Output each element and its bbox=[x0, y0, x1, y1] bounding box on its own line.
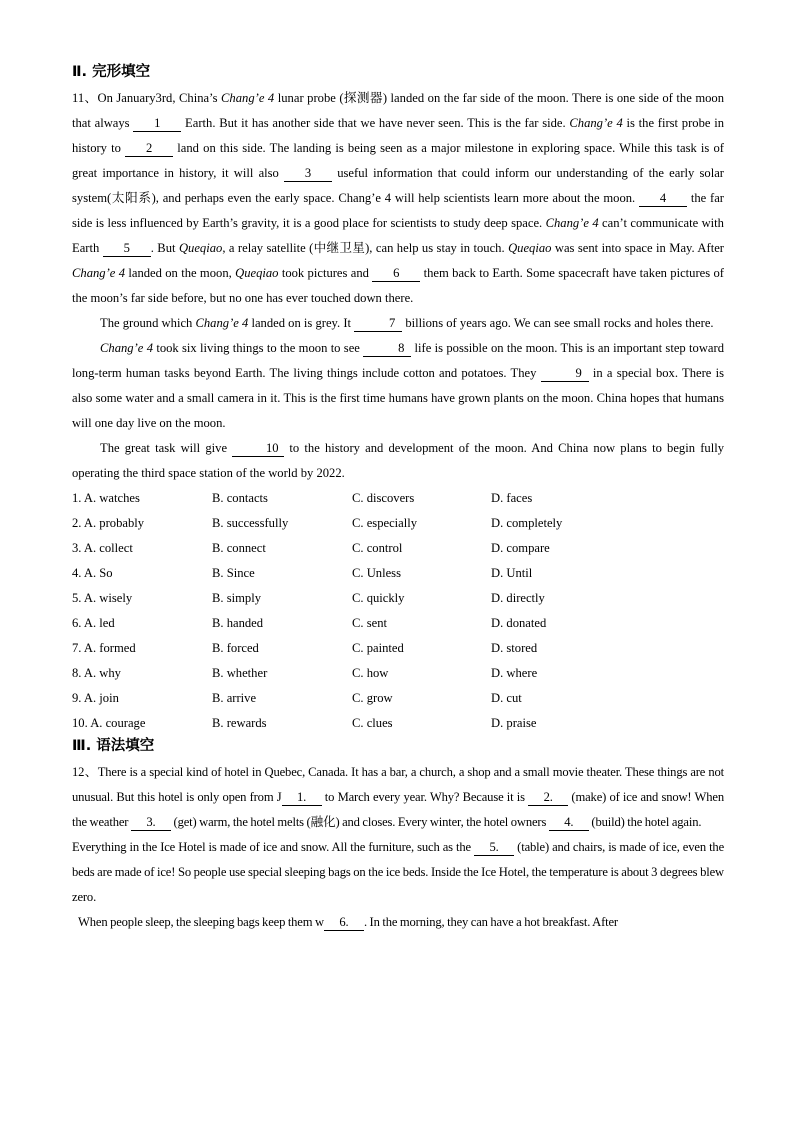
blank-g4: 4. bbox=[549, 814, 589, 831]
option-row: 4. A. So B. Since C. Unless D. Until bbox=[72, 566, 533, 580]
blank-g5: 5. bbox=[474, 839, 514, 856]
section-3-title: Ⅲ. 语法填空 bbox=[72, 738, 155, 754]
worksheet-page bbox=[72, 62, 724, 935]
option-row: 6. A. led B. handed C. sent D. donated bbox=[72, 616, 547, 630]
option-row: 9. A. join B. arrive C. grow D. cut bbox=[72, 691, 522, 705]
section-2-title: Ⅱ. 完形填空 bbox=[72, 64, 151, 80]
option-row: 1. A. watches B. contacts C. discovers D. faces bbox=[72, 491, 533, 505]
option-row: 8. A. why B. whether C. how D. where bbox=[72, 666, 538, 680]
blank-9: 9 bbox=[541, 365, 589, 382]
blank-g6: 6. bbox=[324, 914, 364, 931]
cloze-paragraph-1: 11、On January3rd, China’s Chang’e 4 lunar probe (探测器) landed on the far side of the moon. There is one side of the moon that always 1 Earth. But it has another side that we have never seen. This is the far side. Chang’e 4 is the first probe in history to 2 land on this side. The landing is being seen as a major milestone in exploring space. While this task is of great importance in history, it will also 3 useful information that could inform our understanding of the early solar system(太阳系), and perhaps even the early space. Chang’e 4 will help scientists learn more about the moon. 4 the far side is less influenced by Earth’s gravity, it is a good place for scientists to study deep space. Chang’e 4 can’t communicate with Earth 5 . But Queqiao, a relay satellite (中继卫星), can help us stay in touch. Queqiao was sent into space in May. After Chang’e 4 landed on the moon, Queqiao took pictures and 6 them back to Earth. Some spacecraft have taken pictures of the moon’s far side before, but no one has ever touched down there. bbox=[72, 91, 725, 305]
option-row: 7. A. formed B. forced C. painted D. stored bbox=[72, 641, 538, 655]
grammar-paragraph-2: Everything in the Ice Hotel is made of ice and snow. All the furniture, such as the 5. (table) and chairs, is made of ice, even the beds are made of ice! So people use special sleeping bags on the ice beds. Inside the Ice Hotel, the temperature is about 3 degrees blew zero. bbox=[72, 840, 725, 904]
option-row: 2. A. probably B. successfully C. especially D. completely bbox=[72, 516, 563, 530]
grammar-paragraph-3: When people sleep, the sleeping bags keep them w 6. . In the morning, they can have a hot breakfast. After bbox=[78, 915, 618, 929]
option-row: 5. A. wisely B. simply C. quickly D. directly bbox=[72, 591, 545, 605]
cloze-paragraph-4: The great task will give 10 to the history and development of the moon. And China now plans to begin fully operating the third space station of the world by 2022. bbox=[72, 441, 724, 480]
option-row: 10. A. courage B. rewards C. clues D. praise bbox=[72, 716, 537, 730]
cloze-paragraph-2: The ground which Chang’e 4 landed on is grey. It 7 billions of years ago. We can see small rocks and holes there. bbox=[100, 316, 714, 330]
options-list bbox=[72, 486, 724, 736]
blank-5: 5 bbox=[103, 240, 151, 257]
blank-10: 10 bbox=[232, 440, 284, 457]
blank-7: 7 bbox=[354, 315, 402, 332]
blank-g2: 2. bbox=[528, 789, 568, 806]
blank-3: 3 bbox=[284, 165, 332, 182]
blank-8: 8 bbox=[363, 340, 411, 357]
blank-2: 2 bbox=[125, 140, 173, 157]
blank-g3: 3. bbox=[131, 814, 171, 831]
blank-6: 6 bbox=[372, 265, 420, 282]
blank-1: 1 bbox=[133, 115, 181, 132]
blank-4: 4 bbox=[639, 190, 687, 207]
blank-g1: 1. bbox=[282, 789, 322, 806]
grammar-paragraph-1: 12、There is a special kind of hotel in Quebec, Canada. It has a bar, a church, a shop and a small movie theater. These things are not unusual. But this hotel is only open from J 1. to March every year. Why? Because it is 2. (make) of ice and snow! When the weather 3. (get) warm, the hotel melts (融化) and closes. Every winter, the hotel owners 4. (build) the hotel again. bbox=[72, 765, 724, 829]
option-row: 3. A. collect B. connect C. control D. compare bbox=[72, 541, 550, 555]
cloze-paragraph-3: Chang’e 4 took six living things to the moon to see 8 life is possible on the moon. This is an important step toward long-term human tasks beyond Earth. The living things include cotton and potatoes. They 9 in a special box. There is also some water and a small camera in it. This is the first time humans have grown plants on the moon. China hopes that humans will one day live on the moon. bbox=[72, 341, 725, 430]
